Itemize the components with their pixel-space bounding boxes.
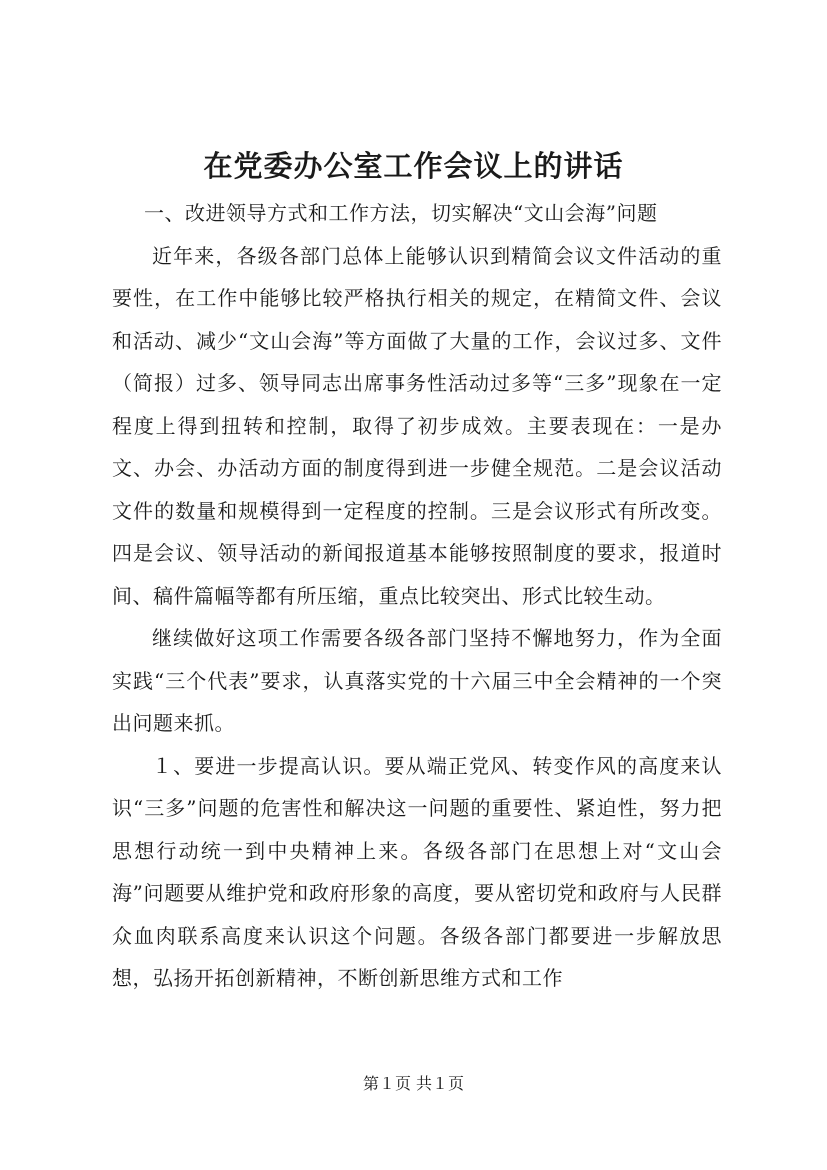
document-title: 在党委办公室工作会议上的讲话: [203, 149, 624, 183]
document-body: [112, 192, 722, 1000]
page-footer: 第１页 共１页: [362, 1074, 465, 1093]
body-paragraph-2: 继续做好这项工作需要各级各部门坚持不懈地努力，作为全面实践“三个代表”要求，认真落实党的十六届三中全会精神的一个突出问题来抓。: [112, 626, 722, 735]
section-heading: 一、改进领导方式和工作方法，切实解决“文山会海”问题: [144, 201, 658, 225]
body-paragraph-1: 近年来，各级各部门总体上能够认识到精简会议文件活动的重要性，在工作中能够比较严格执行相关的规定，在精简文件、会议和活动、减少“文山会海”等方面做了大量的工作，会议过多、文件（简报）过多、领导同志出席事务性活动过多等“三多”现象在一定程度上得到扭转和控制，取得了初步成效。主要表现在：一是办文、办会、办活动方面的制度得到进一步健全规范。二是会议活动文件的数量和规模得到一定程度的控制。三是会议形式有所改变。四是会议、领导活动的新闻报道基本能够按照制度的要求，报道时间、稿件篇幅等都有所压缩，重点比较突出、形式比较生动。: [112, 243, 722, 608]
body-paragraph-3: １、要进一步提高认识。要从端正党风、转变作风的高度来认识“三多”问题的危害性和解决这一问题的重要性、紧迫性，努力把思想行动统一到中央精神上来。各级各部门在思想上对“文山会海”问题要从维护党和政府形象的高度，要从密切党和政府与人民群众血肉联系高度来认识这个问题。各级各部门都要进一步解放思想，弘扬开拓创新精神，不断创新思维方式和工作: [112, 753, 722, 990]
